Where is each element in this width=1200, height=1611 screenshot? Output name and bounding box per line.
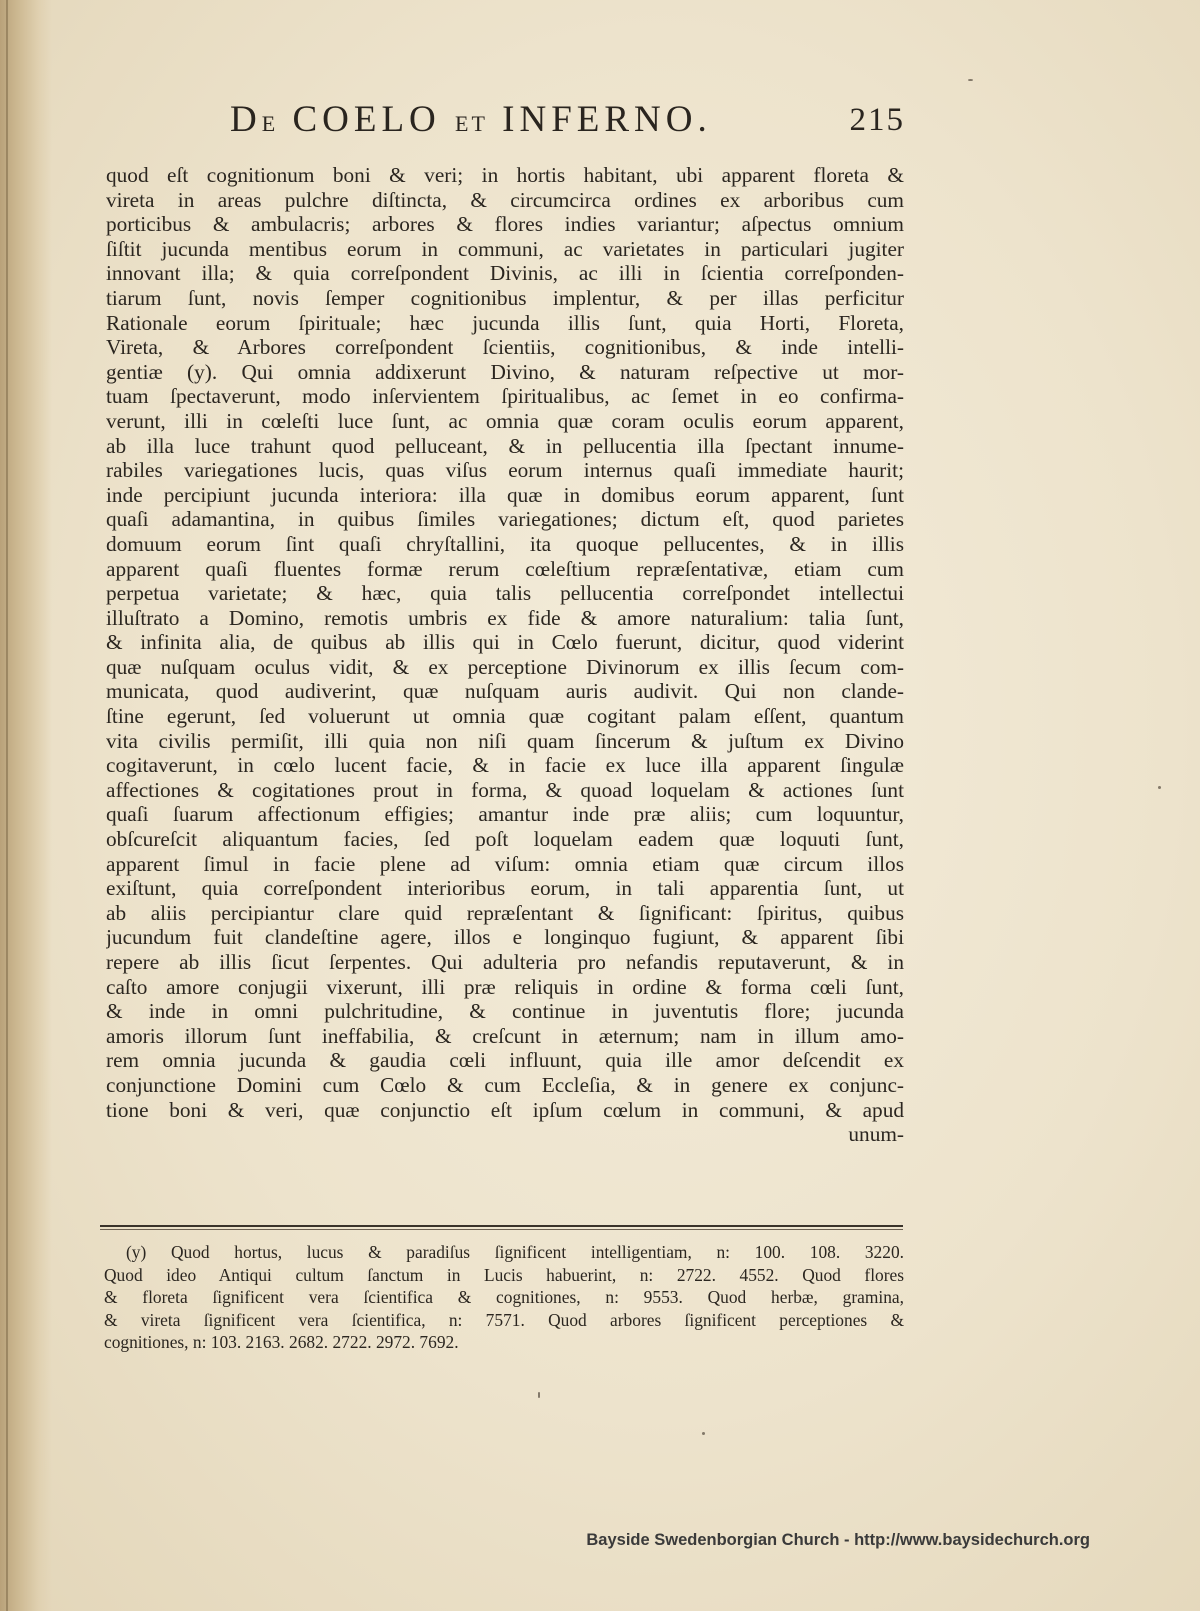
text-line: repere ab illis ſicut ſerpentes. Qui adulteria pro nefandis reputaverunt, & in <box>106 950 904 974</box>
text-line: conjunctione Domini cum Cœlo & cum Eccleſia, & in genere ex conjunc- <box>106 1072 904 1097</box>
text-line: municata, quod audiverint, quæ nuſquam auris audivit. Qui non clande- <box>106 679 904 704</box>
paper-speck <box>538 1392 540 1398</box>
footnote-line: (y) Quod hortus, lucus & paradiſus ſignificent intelligentiam, n: 100. 108. 3220. <box>126 1242 904 1262</box>
text-line: caſto amore conjugii vixerunt, illi præ reliquis in ordine & forma cœli ſunt, <box>106 974 904 999</box>
text-line: tiarum ſunt, novis ſemper cognitionibus implentur, & per illas perficitur <box>106 285 904 310</box>
text-line: perpetua varietate; & hæc, quia talis pellucentia correſpondet intellectui <box>106 581 904 606</box>
text-line: tione boni & veri, quæ conjunctio eſt ipſum cœlum in communi, & apud <box>106 1097 904 1122</box>
footnote-line: cognitiones, n: 103. 2163. 2682. 2722. 2972. 7692. <box>104 1332 459 1353</box>
text-line: obſcureſcit aliquantum facies, ſed poſt loquelam eadem quæ loquuti ſunt, <box>106 827 904 852</box>
footnote-separator-rule <box>100 1225 903 1227</box>
paper-speck <box>1158 786 1161 789</box>
title-prefix: D <box>230 99 262 140</box>
text-line: tuam ſpectaverunt, modo inſervientem ſpiritualibus, ac ſemet in eo confirma- <box>106 384 904 409</box>
text-line: apparent ſimul in facie plene ad viſum: omnia etiam quæ circum illos <box>106 851 904 876</box>
footnote-line: & floreta ſignificent vera ſcientifica & cognitiones, n: 9553. Quod herbæ, gramina, <box>104 1287 904 1308</box>
catchword: unum- <box>848 1122 904 1147</box>
title-word-coelo: COELO <box>292 99 441 140</box>
text-line: quaſi ſuarum affectionum effigies; amantur inde præ aliis; cum loquuntur, <box>106 802 904 827</box>
paper-speck <box>968 79 973 81</box>
title-prefix-small: E <box>261 111 279 136</box>
title-word-et: ET <box>455 111 488 136</box>
footnote-separator-rule-thin <box>100 1229 903 1230</box>
text-line: vita civilis permiſit, illi quia non niſi quam ſincerum & juſtum ex Divino <box>106 728 904 753</box>
text-line: quaſi adamantina, in quibus ſimiles variegationes; dictum eſt, quod parietes <box>106 507 904 532</box>
paper-speck <box>702 1432 705 1435</box>
text-line: & infinita alia, de quibus ab illis qui in Cœlo fuerunt, dicitur, quod viderint <box>106 630 904 655</box>
text-line: illuſtrato a Domino, remotis umbris ex fide & amore naturalium: talia ſunt, <box>106 605 904 630</box>
text-line: ſiſtit jucunda mentibus eorum in communi, ac varietates in particulari jugiter <box>106 236 904 261</box>
title-word-inferno: INFERNO. <box>502 99 712 140</box>
text-line: affectiones & cogitationes prout in forma, & quoad loquelam & actiones ſunt <box>106 777 904 802</box>
source-watermark: Bayside Swedenborgian Church - http://www.baysidechurch.org <box>586 1531 1090 1549</box>
binding-gutter <box>0 0 52 1611</box>
body-text <box>106 163 904 1147</box>
text-line: & inde in omni pulchritudine, & continue in juventutis flore; jucunda <box>106 999 904 1024</box>
running-header <box>110 96 905 146</box>
gutter-edge-line <box>6 0 8 1611</box>
text-line: innovant illa; & quia correſpondent Divinis, ac illi in ſcientia correſponden- <box>106 261 904 286</box>
text-line: ab illa luce trahunt quod pelluceant, & in pellucentia illa ſpectant innume- <box>106 433 904 458</box>
text-line: quæ nuſquam oculus vidit, & ex perceptione Divinorum ex illis ſecum com- <box>106 654 904 679</box>
text-line: exiſtunt, quia correſpondent interioribus eorum, in tali apparentia ſunt, ut <box>106 876 904 901</box>
running-title <box>230 98 712 141</box>
text-line: amoris illorum ſunt ineffabilia, & creſcunt in æternum; nam in illum amo- <box>106 1023 904 1048</box>
text-line: rem omnia jucunda & gaudia cœli influunt, quia ille amor deſcendit ex <box>106 1048 904 1073</box>
text-line: vireta in areas pulchre diſtincta, & circumcirca ordines ex arboribus cum <box>106 187 904 212</box>
text-line: rabiles variegationes lucis, quas viſus eorum internus quaſi immediate haurit; <box>106 458 904 483</box>
text-line: Vireta, & Arbores correſpondent ſcientiis, cognitionibus, & inde intelli- <box>106 335 904 360</box>
text-line: verunt, illi in cœleſti luce ſunt, ac omnia quæ coram oculis eorum apparent, <box>106 408 904 433</box>
text-line: cogitaverunt, in cœlo lucent facie, & in facie ex luce illa apparent ſingulæ <box>106 753 904 778</box>
text-line: apparent quaſi fluentes formæ rerum cœleſtium repræſentativæ, etiam cum <box>106 556 904 581</box>
page-number: 215 <box>849 102 905 138</box>
text-line: gentiæ (y). Qui omnia addixerunt Divino, & naturam reſpective ut mor- <box>106 359 904 384</box>
text-line: ſtine egerunt, ſed voluerunt ut omnia quæ cogitant palam eſſent, quantum <box>106 704 904 729</box>
text-line: jucundum fuit clandeſtine agere, illos e longinquo fugiunt, & apparent ſibi <box>106 925 904 950</box>
footnote-line: & vireta ſignificent vera ſcientifica, n: 7571. Quod arbores ſignificent perceptiones & <box>104 1309 904 1330</box>
footnote <box>104 1241 904 1354</box>
text-line: ab aliis percipiantur clare quid repræſentant & ſignificant: ſpiritus, quibus <box>106 900 904 925</box>
text-line: domuum eorum ſint quaſi chryſtallini, ita quoque pellucentes, & in illis <box>106 531 904 556</box>
text-line: Rationale eorum ſpirituale; hæc jucunda illis ſunt, quia Horti, Floreta, <box>106 310 904 335</box>
text-line: porticibus & ambulacris; arbores & flores indies variantur; aſpectus omnium <box>106 212 904 237</box>
text-line: inde percipiunt jucunda interiora: illa quæ in domibus eorum apparent, ſunt <box>106 482 904 507</box>
text-line: quod eſt cognitionum boni & veri; in hortis habitant, ubi apparent floreta & <box>106 163 904 187</box>
footnote-line: Quod ideo Antiqui cultum ſanctum in Lucis habuerint, n: 2722. 4552. Quod flores <box>104 1264 904 1285</box>
